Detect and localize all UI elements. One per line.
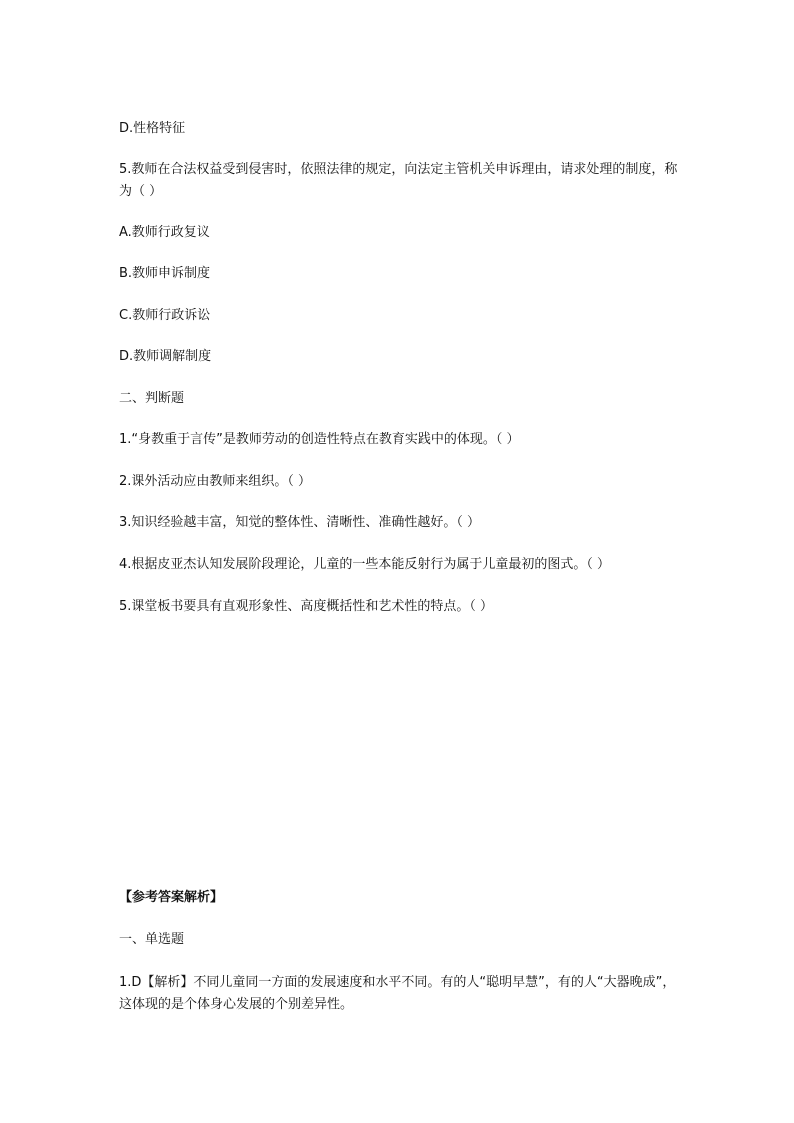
q5-option-c: C.教师行政诉讼 bbox=[119, 308, 211, 323]
judgment-item-5: 5.课堂板书要具有直观形象性、高度概括性和艺术性的特点。（ ） bbox=[119, 599, 494, 614]
q5-option-b: B.教师申诉制度 bbox=[119, 266, 211, 281]
q4-option-d: D.性格特征 bbox=[119, 121, 186, 136]
judgment-item-3: 3.知识经验越丰富，知觉的整体性、清晰性、准确性越好。（ ） bbox=[119, 515, 481, 530]
section-two-title: 二、判断题 bbox=[119, 391, 185, 406]
section-one-title: 一、单选题 bbox=[119, 932, 185, 947]
answer-1: 1.D【解析】不同儿童同一方面的发展速度和水平不同。有的人“聪明早慧”，有的人“大器晚成”，这体现的是个体身心发展的个别差异性。 bbox=[119, 975, 676, 1012]
judgment-item-4: 4.根据皮亚杰认知发展阶段理论，儿童的一些本能反射行为属于儿童最初的图式。（ ） bbox=[119, 557, 611, 572]
q5-option-d: D.教师调解制度 bbox=[119, 349, 212, 364]
q5-option-a: A.教师行政复议 bbox=[119, 225, 210, 240]
judgment-item-1: 1.“身教重于言传”是教师劳动的创造性特点在教育实践中的体现。（ ） bbox=[119, 432, 520, 447]
judgment-item-2: 2.课外活动应由教师来组织。（ ） bbox=[119, 474, 312, 489]
answer-header: 【参考答案解析】 bbox=[119, 890, 224, 905]
q5-question: 5.教师在合法权益受到侵害时，依照法律的规定，向法定主管机关申诉理由，请求处理的制度，称为（ ） bbox=[119, 162, 678, 199]
